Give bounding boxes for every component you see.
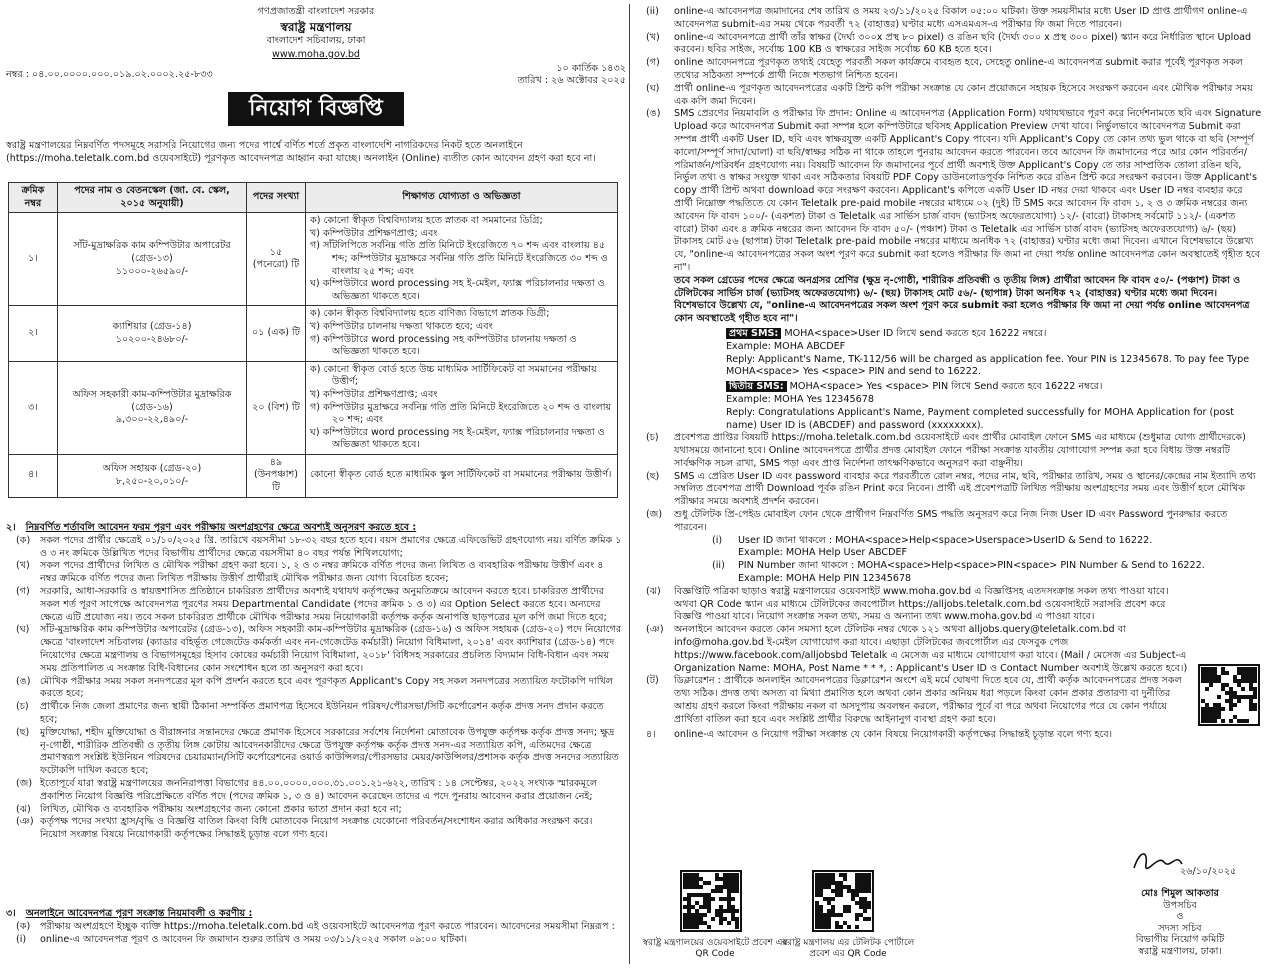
list-item [6,921,622,934]
item-text: লিখিত, মৌখিক ও ব্যবহারিক পরীক্ষায় অংশগ্রহণের জন্য কোনো প্রকার ভাতা প্রদান করা হবে না; [40,803,402,815]
list-item [634,509,1262,535]
col-post: পদের নাম ও বেতনস্কেল (জা. বে. স্কেল, ২০১৫ অনুযায়ী) [58,183,247,213]
item-label: (ii) [712,560,725,572]
signer-name: মোঃ শিমুল আকতার [1141,888,1219,899]
row-post [58,213,247,306]
item-text: কর্তৃপক্ষ পদের সংখ্যা হ্রাস/বৃদ্ধি ও বিজ্ঞপ্তি বাতিল কিংবা বিধি মোতাবেক নিয়োগ সংক্রান্ত যেকোনো পরিবর্তন/সংশোধন করার অধিকার সংরক্ষণ করে। নিয়োগ সংক্রান্ত বিষয়ে নিয়োগকারী কর্তৃপক্ষের সিদ্ধান্তই চূড়ান্ত বলে গণ্য হবে। [40,816,593,841]
item-label: (ঝ) [16,803,31,815]
row-count: ৪৯ (উনপঞ্চাশ) টি [247,454,306,497]
item-text: প্রার্থীকে নিজ জেলা প্রমাণের জন্য স্থায়ী ঠিকানা সম্পর্কিত প্রমাণপত্র হিসেবে ইউনিয়ন পরিষদ/পৌরসভা/সিটি কর্পোরেশন কর্তৃক প্রদত্ত সনদ প্রদান করতে হবে; [40,701,604,725]
list-item [634,586,1192,624]
item-label: (ছ) [646,470,660,482]
item-label: (চ) [646,432,659,444]
item-label: (খ) [16,560,30,572]
row-serial: ২। [9,306,58,361]
list-item [6,816,622,842]
pay-scale: ১০২০০-২৪৬৮০/- [115,333,189,345]
pay-scale: ৮,২৫০-২০,০১০/- [115,475,189,487]
notice-title: নিয়োগ বিজ্ঞপ্তি [228,92,404,126]
section-4-text: online-এ আবেদন ও নিয়োগ পরীক্ষা সংক্রান্ত যে কোন বিষয়ে নিয়োগকারী কর্তৃপক্ষের সিদ্ধান্তই চূড়ান্ত বলে গণ্য হবে। [674,728,1113,740]
row-qualification [306,454,618,497]
row-count: ১৫ (পনেরো) টি [247,213,306,306]
qr2-caption: স্বরাষ্ট্র মন্ত্রণালয় এর টেলিটক পোর্টালে প্রবেশ এর QR Code [781,938,915,959]
recovery-item [712,535,1262,561]
section-3-number: ৩। [6,908,16,919]
item-text: সাঁট-মুদ্রাক্ষরিক কাম কম্পিউটার অপারেটর (গ্রেড-১৩), অফিস সহকারী কাম-কম্পিউটার মুদ্রাক্ষরিক (গ্রেড-১৬) ও অফিস সহায়ক (গ্রেড-২০) পদে নিয়োগের ক্ষেত্রে 'বাংলাদেশ সচিবালয় (ক্যাডার বহির্ভূত গেজেটেড কর্মকর্তা এবং নন-গেজেটেড কর্মচারী) নিয়োগ বিধিমালা, ২০১৪' এবং ক্যাশিয়ার (গ্রেড-১৪) পদে নিয়োগের ক্ষেত্রে মন্ত্রণালয় ও বিভাগসমূহের হিসাব কোষের কর্মচারী নিয়োগ বিধিমালা, ২০১৮' বিধিসহ সরকারের প্রচলিত বিদ্যমান বিধি-বিধান এবং সময় সময় প্রতিপালিত এ সংক্রান্ত বিধি-বিধানের কোন সংশোধন হলে তা অনুসরণ করা হবে। [40,624,622,674]
list-item [6,804,622,817]
item-label: (ছ) [16,726,30,738]
section-2-title: নিম্নবর্ণিত শর্তাবলি আবেদন ফরম পূরণ এবং পরীক্ষায় অংশগ্রহণের ক্ষেত্রে অবশ্যই অনুসরণ করতে হবে : [25,522,417,533]
posts-table [8,182,618,498]
list-item [634,83,1262,109]
item-text: online আবেদনপত্রে পূরণকৃত তথ্যই যেহেতু পরবর্তী সকল কার্যক্রমে ব্যবহৃত হবে, সেহেতু online-এ আবেদনপত্র submit করার পূর্বেই পূরণকৃত সকল তথ্যের সঠিকতা সম্পর্কে প্রার্থী নিজে শতভাগ নিশ্চিত হবেন। [674,57,1243,81]
qualification-item: ক) কোনো স্বীকৃত বিশ্ববিদ্যালয় হতে স্নাতক বা সমমানের ডিগ্রি; [310,215,543,227]
intro-paragraph: স্বরাষ্ট্র মন্ত্রণালয়ের নিম্নবর্ণিত পদসমূহে সরাসরি নিয়োগের জন্য পদের পার্শ্বে বর্ণিত শর্তে প্রকৃত বাংলাদেশি নাগরিকদের নিকট হতে অনলাইনে (https://moha.teletalk.com.bd ওয়েবসাইটে) পূরণকৃত আবেদনপত্র আহ্বান করা যাচ্ছে। অনলাইন (Online) ব্যতীত কোন আবেদন গ্রহণ করা হবে না। [6,140,596,164]
item-text: SMS এ প্রেরিত User ID এবং password ব্যবহার করে পরবর্তীতে রোল নম্বর, পদের নাম, ছবি, পরীক্ষার তারিখ, সময় ও স্থানের/কেন্দ্রের নাম ইত্যাদি তথ্য সম্বলিত প্রবেশপত্র প্রার্থী Download পূর্বক রঙিন Print করে নিবেন। প্রার্থী এই প্রবেশপত্রটি লিখিত পরীক্ষায় অংশগ্রহণের সময় এবং উত্তীর্ণ হলে মৌখিক পরীক্ষার সময়ে অবশ্যই প্রদর্শন করবেন। [674,470,1256,508]
section-3-title: অনলাইনে আবেদনপত্র পূরণ সংক্রান্ত নিয়মাবলী ও করণীয় : [25,908,253,919]
row-count: ২০ (বিশ) টি [247,361,306,454]
qualification-item: কোনো স্বীকৃত বোর্ড হতে মাধ্যমিক স্কুল সার্টিফিকেট বা সমমানের পরীক্ষায় উত্তীর্ণ। [310,469,612,481]
list-item [6,586,622,624]
row-count: ০১ (এক) টি [247,306,306,361]
item-label: (জ) [16,777,33,789]
item-label: (ঘ) [16,624,30,636]
item-text: মুক্তিযোদ্ধা, শহীদ মুক্তিযোদ্ধা ও বীরাঙ্গনার সন্তানদের ক্ষেত্রে প্রমাণক হিসেবে সরকারের সর্বশেষ নির্দেশনা মোতাবেক উপযুক্ত কর্তৃপক্ষ কর্তৃক প্রদত্ত সনদ; ক্ষুদ্র নৃ-গোষ্ঠী, শারীরিক প্রতিবন্ধী ও তৃতীয় লিঙ্গ কোটায় আবেদনকারীদের ক্ষেত্রে উপযুক্ত কর্তৃপক্ষ কর্তৃক প্রদত্ত সনদ-এর সত্যায়িত কপি, এতিমদের ক্ষেত্রে প্রমাণস্বরূপ সংশ্লিষ্ট ইউনিয়ন পরিষদের চেয়ারম্যান/সিটি কর্পোরেশনের ওয়ার্ড কাউন্সিলর/পৌরসভার মেয়র/কাউন্সিলর/প্রশাসক কর্তৃক প্রদত্ত সনদের সত্যায়িত ফটোকপি দাখিল করতে হবে; [40,726,619,777]
item-label: (i) [712,534,723,546]
date-label: তারিখ : [517,75,549,86]
qualification-item: ক) কোন স্বীকৃত বিশ্ববিদ্যালয় হতে বাণিজ্য বিভাগে স্নাতক ডিগ্রী; [310,308,550,320]
item-label: (ii) [646,6,659,17]
memo-line [6,63,626,86]
section-2 [6,522,622,842]
item-label: (খ) [646,31,660,43]
item-text: প্রার্থী online-এ পূরণকৃত আবেদনপত্রের একটি প্রিন্ট কপি পরীক্ষা সংক্রান্ত যে কোন প্রয়োজনে সহায়ক হিসেবে সংরক্ষণ করবেন এবং মৌখিক পরীক্ষার সময় এক কপি জমা দিবেন। [674,82,1253,107]
qr-code-website-icon [680,870,742,932]
column-divider [629,4,630,964]
item-text: অনলাইনে আবেদন করতে কোন সমস্যা হলে টেলিটক নম্বর থেকে ১২১ অথবা alljobs.query@teletalk.com.bd বা info@moha.gov.bd ই-মেইল যোগাযোগ করা যাবে। এছাড়া টেলিটকের জবপোর্টাল এর ফেসবুক পেজ https://www.facebook.com/alljobsbd Teletalk এ মেসেজ এর মাধ্যমে যোগাযোগ করা যাবে। (Mail / মেসেজ এর Subject-এ Organization Name: MOHA, Post Name * * *, : Applicant's User ID ও Contact Number অবশ্যই উল্লেখ করতে হবে।) [674,624,1188,674]
signer-committee: বিভাগীয় নিয়োগ কমিটি [1135,934,1225,945]
item-text: User ID জানা থাকলে : MOHA<space>Help<space>Userspace>UserID & Send to 16222. [738,534,1153,546]
item-label: (জ) [646,509,663,521]
office-name: বাংলাদেশ সচিবালয়, ঢাকা [266,35,366,46]
item-text: SMS প্রেরণের নিয়মাবলি ও পরীক্ষার ফি প্রদান: Online এ আবেদনপত্র (Application Form) যথাযথভাবে পূরণ করে নির্দেশনামতে ছবি এবং Signature Upload করে আবেদনপত্র Submit করা সম্পন্ন হলে কম্পিউটারে ছবিসহ Application Preview দেখা যাবে। নির্ভুলভাবে আবেদনপত্র Submit করা সম্পন্ন প্রার্থী একটি User ID, ছবি এবং স্বাক্ষরযুক্ত একটি Applicant's Copy পাবেন। যদি Applicant's Copy তে কোন তথ্য ভুল থাকে বা ছবি (সম্পূর্ণ কালো/সম্পূর্ণ সাদা/ঘোলা) বা ছবি/স্বাক্ষর সঠিক না থাকে তাহলে পুনরায় আবেদন করতে পারবেন। তবে আবেদন ফি জমাদানের পরে আর কোন পরিবর্তন/পরিমার্জন/পরিবর্ধন গ্রহণযোগ্য নয়। বিষয়টি আবেদন ফি জমাদানের পূর্বে প্রার্থী অবশ্যই উক্ত Applicant's Copy তে তার সাম্প্রতিক তোলা রঙিন ছবি, নির্ভুল তথ্য ও স্বাক্ষর সংযুক্ত থাকা এবং সঠিকতার বিষয়টি PDF Copy ডাউনলোডপূর্বক নিশ্চিত করে রঙিন প্রিন্ট করে সংরক্ষণ করবেন। উক্ত Applicant's copy প্রার্থী প্রিন্ট অথবা download করে সংরক্ষণ করবেন। Applicant's কপিতে একটি User ID নম্বর দেয়া থাকবে এবং User ID নম্বর ব্যবহার করে প্রার্থী নিম্নোক্ত পদ্ধতিতে যে কোন Teletalk pre-paid mobile নম্বরের মাধ্যমে ০২ (দুই) টি SMS করে আবেদন ফি বাবদ ১, ২ ও ৩ ক্রমিক নম্বরের জন্য আবেদন ফি বাবদ ১০০/- (একশত) টাকা ও Teletalk এর সার্ভিস চার্জ বাবদ (ভ্যাটসহ অফেরতযোগ্য) ১২/- (বারো) টাকাসহ সর্বমোট ১১২/- (একশত বারো) টাকা এবং ৪ ক্রমিক নম্বরের জন্য আবেদন ফি বাবদ ৫০/- (পঞ্চাশ) টাকা ও Teletalk এর সার্ভিস চার্জ বাবদ (ভ্যাটসহ অফেরতযোগ্য) ৬/- (ছয়) টাকাসহ মোট ৫৬ (ছাপান্ন) টাকা Teletalk pre-paid mobile নম্বরের মাধ্যমে অনধিক ৭২ (বাহাত্তর) ঘণ্টার মধ্যে জমা দিবেন। এখানে বিশেষভাবে উল্লেখ্য যে, "online-এ আবেদনপত্রের সকল অংশ পূরণ করে submit করা হলেও পরীক্ষার ফি জমা না দেয়া পর্যন্ত online আবেদনপত্র কোন অবস্থাতেই গৃহীত হবে না"। [674,108,1262,273]
item-label: (ট) [646,675,659,687]
qualification-item: ক) কোনো স্বীকৃত বোর্ড হতে উচ্চ মাধ্যমিক সার্টিফিকেট বা সমমানের পরীক্ষায় উত্তীর্ণ; [310,363,597,388]
signature-date: ২৬/১০/২০২৫ [1180,866,1237,877]
qr1-caption: স্বরাষ্ট্র মন্ত্রণালয়ের ওয়েবসাইটে প্রবেশ এর QR Code [642,938,788,959]
list-item [6,727,622,778]
sms2-label: দ্বিতীয় SMS: [726,381,787,392]
section-2-number: ২। [6,522,16,533]
list-item [634,108,1262,274]
section-4-number: ৪। [646,728,656,740]
right-column [634,6,1262,741]
item-label: (ক) [16,534,31,546]
list-item [6,778,622,804]
pay-scale: ৯,৩০০-২২,৪৯০/- [115,414,189,426]
item-text: ডিক্লারেশন : প্রার্থীকে অনলাইন আবেদনপত্রের ডিক্লারেশন অংশে এই মর্মে ঘোষণা দিতে হবে যে, প্রার্থী কর্তৃক আবেদনপত্রের প্রদত্ত সকল তথ্য সঠিক। প্রদত্ত তথ্য অসত্য বা মিথ্যা প্রমাণিত হলে অথবা কোন প্রকার অনিয়ম ধরা পড়লে কিংবা কোন প্রকার প্রতারণা বা দুর্নীতির আশ্রয় গ্রহণ করলে কিংবা পরীক্ষায় নকল বা অসদুপায় অবলম্বন করলে, পরীক্ষার পূর্বে বা পরে অথবা নিয়োগের পরে যে কোন পর্যায়ে প্রার্থিতা বাতিল করা হবে এবং সংশ্লিষ্ট প্রার্থীর বিরুদ্ধে আইনানুগ ব্যবস্থা গ্রহণ করা হবে। [674,675,1182,725]
item-text: PIN Number জানা থাকলে : MOHA<space>Help<space>PIN<space> PIN Number & Send to 16222. [738,560,1205,572]
post-name: অফিস সহায়ক (গ্রেড-২০) [102,463,202,475]
reduced-fee-paragraph: তবে সকল গ্রেডের পদের ক্ষেত্রে অনগ্রসর শ্রেণির (ক্ষুদ্র নৃ-গোষ্ঠী, শারীরিক প্রতিবন্ধী ও তৃতীয় লিঙ্গ) প্রার্থীরা আবেদন ফি বাবদ ৫০/- (পঞ্চাশ) টাকা ও টেলিটকের সার্ভিস চার্জ (ভ্যাটসহ অফেরতযোগ্য) ৬/- (ছয়) টাকাসহ মোট ৫৬/- (ছাপান্ন) টাকা অনধিক ৭২ (বাহাত্তর) ঘণ্টার মধ্যে জমা দিবেন। বিশেষভাবে উল্লেখ্য যে, "online-এ আবেদনপত্রের সকল অংশ পূরণ করে submit করা হলেও পরীক্ষার ফি জমা না দেয়া পর্যন্ত online আবেদনপত্র কোন অবস্থাতেই গৃহীত হবে না"। [674,274,1250,325]
table-row [9,454,618,497]
govt-name: গণপ্রজাতন্ত্রী বাংলাদেশ সরকার [257,6,375,17]
list-item [634,6,1262,32]
item-text: সকল পদের প্রার্থীদের লিখিত ও মৌখিক পরীক্ষা গ্রহণ করা হবে। ১, ২ ও ৩ নম্বর ক্রমিকে বর্ণিত পদের জন্য লিখিত ও ব্যবহারিক পরীক্ষায় উত্তীর্ণ এবং ৪ নম্বর ক্রমিকে বর্ণিত পদের জন্য লিখিত পরীক্ষায় উত্তীর্ণ প্রার্থীরাই মৌখিক পরীক্ষার জন্য যোগ্য বিবেচিত হবেন; [40,560,604,585]
qr-code-teletalk-icon [812,870,874,932]
item-label: (ঙ) [646,108,661,120]
ministry-website[interactable]: www.moha.gov.bd [271,49,361,60]
row-qualification [306,213,618,306]
item-label: (ঙ) [16,675,31,687]
item-label: (গ) [646,57,660,69]
list-item [634,432,1262,470]
col-qualification: শিক্ষাগত যোগ্যতা ও অভিজ্ঞতা [306,183,618,213]
post-name: সাঁট-মুদ্রাক্ষরিক কাম কম্পিউটার অপারেটর (গ্রেড-১৩) [73,240,231,264]
row-serial: ৩। [9,361,58,454]
item-text: online-এ আবেদনপত্রে প্রার্থী তাঁর স্বাক্ষর (দৈর্ঘ্য ৩০০x প্রস্থ ৮০ pixel) ও রঙিন ছবি (দৈর্ঘ্য ৩০০ x প্রস্থ ৩০০ pixel) স্ক্যান করে নির্ধারিত স্থানে Upload করবেন। ছবির সাইজ, সর্বোচ্চ 100 KB ও স্বাক্ষরের সাইজ সর্বোচ্চ 60 KB হতে হবে। [674,31,1252,56]
item-label: (চ) [16,701,29,713]
item-text: সরকারি, আধা-সরকারি ও স্বায়ত্তশাসিত প্রতিষ্ঠানে চাকরিরত প্রার্থীদের অবশ্যই যথাযথ কর্তৃপক্ষের অনুমতিক্রমে আবেদন করতে হবে। চাকরিরত প্রার্থীদের সকল শর্ত পূরণ সাপেক্ষে আবেদনপত্র পূরণের সময় Departmental Candidate (পদের ক্রমিক ১ ও ৩) এর Option Select করতে হবে। অন্যদের ক্ষেত্রে এটি প্রযোজ্য নয়। তবে সকল চাকরিরত প্রার্থীকে মৌখিক পরীক্ষার সময় নিয়োগকারী কর্তৃপক্ষ কর্তৃক অনাপত্তি ছাড়পত্রের মূল কপি জমা দিতে হবে; [40,585,607,623]
sms2-text: MOHA<space> Yes <space> PIN লিখে Send করতে হবে 16222 নম্বরে। [789,381,1103,393]
row-post [58,306,247,361]
pay-scale: ১১০০০-২৬৫৯০/- [115,265,189,277]
item-label: (ঞ) [646,624,664,636]
row-serial: ১। [9,213,58,306]
item-text: online-এ আবেদনপত্র পূরণ ও আবেদন ফি জমাদান শুরুর তারিখ ও সময় ০৩/১১/২০২৫ সকাল ০৯:০০ ঘটিকা। [40,933,468,945]
list-item [634,32,1262,58]
item-example: Example: MOHA Help User ABCDEF [738,547,908,559]
sms2-example: Example: MOHA Yes 12345678 [726,393,874,405]
posts-table-body [9,213,618,497]
post-name: অফিস সহকারী কাম-কম্পিউটার মুদ্রাক্ষরিক (গ্রেড-১৬) [72,388,232,413]
ministry-name: স্বরাষ্ট্র মন্ত্রণালয় [280,20,352,34]
item-text: শুধু টেলিটক প্রি-পেইড মোবাইল ফোন থেকে প্রার্থীগণ নিম্নবর্ণিত SMS পদ্ধতি অনুসরণ করে নিজ নিজ User ID এবং Password পুনরুদ্ধার করতে পারবেন। [674,509,1228,533]
qualification-item: গ) সাঁটলিপিতে সর্বনিম্ন গতি প্রতি মিনিটে ইংরেজিতে ৭০ শব্দ এবং বাংলায় ৪৫ শব্দ; কম্পিউটার মুদ্রাক্ষরে সর্বনিম্ন গতি প্রতি মিনিটে ইংরেজিতে ৩০ শব্দ ও বাংলায় ২৫ শব্দ; এবং [310,240,608,277]
signer-designation: উপসচিব [1163,899,1197,911]
row-qualification [306,306,618,361]
qualification-item: খ) কম্পিউটার চালনায় দক্ষতা থাকতে হবে; এবং [310,320,493,332]
list-item [6,701,622,727]
right-items [634,6,1262,275]
right-items-3 [634,586,1262,727]
sms1-label: প্রথম SMS: [726,328,781,339]
date-en: ২৬ অক্টোবর ২০২৫ [551,75,626,86]
section-2-items [6,535,622,842]
list-item [6,934,622,947]
qualification-item: গ) কম্পিউটারে word processing সহ কম্পিউটার চালনায় দক্ষতা ও অভিজ্ঞতা থাকতে হবে। [310,333,577,358]
table-row [9,306,618,361]
item-text: পরীক্ষায় অংশগ্রহণে ইচ্ছুক ব্যক্তি https://moha.teletalk.com.bd এই ওয়েবসাইটে আবেদনপত্র পূরণ করতে পারবেন। আবেদনের সময়সীমা নিম্নরূপ : [40,920,615,932]
right-items-2 [634,432,1262,534]
sms1-example: Example: MOHA ABCDEF [726,340,846,352]
qualification-item: গ) কম্পিউটার মুদ্রাক্ষরে সর্বনিম্ন গতি প্রতি মিনিটে ইংরেজিতে ২০ শব্দ ও বাংলায় ২০ শব্দ; এবং [310,401,612,426]
list-item [634,471,1262,509]
signer-ministry: স্বরাষ্ট্র মন্ত্রণালয়, ঢাকা। [1138,945,1222,957]
row-post [58,361,247,454]
col-serial: ক্রমিক নম্বর [9,183,58,213]
list-item [6,624,622,675]
row-serial: ৪। [9,454,58,497]
item-label: (ঝ) [646,585,661,597]
table-header-row [9,183,618,213]
sms1-reply: Reply: Applicant's Name, TK-112/56 will be charged as application fee. Your PIN is 12345678. To pay fee Type MOHA<space> Yes <space> PIN and send to 16222. [726,353,1250,378]
recovery-list [634,535,1262,586]
sms1-block [634,328,1262,432]
section-3-items [6,921,622,947]
qualification-item: খ) কম্পিউটার প্রশিক্ষণপ্রাপ্ত; এবং [310,388,438,400]
table-row [9,213,618,306]
signer-and: ও [1176,911,1184,922]
section-3 [6,908,622,946]
list-item [634,57,1262,83]
qualification-item: ঘ) কম্পিউটারে word processing সহ ই-মেইল, ফ্যাক্স পরিচালনার দক্ষতা ও অভিজ্ঞতা থাকতে হবে। [310,426,605,451]
section-4 [634,729,1262,742]
item-text: প্রবেশপত্র প্রাপ্তির বিষয়টি https://moha.teletalk.com.bd ওয়েবসাইটে এবং প্রার্থীর মোবাইল ফোনে SMS এর মাধ্যমে (শুধুমাত্র যোগ্য প্রার্থীদেরকে) যথাসময়ে জানানো হবে। Online আবেদনপত্রে প্রার্থীর প্রদত্ত মোবাইল ফোনে পরীক্ষা সংক্রান্ত যাবতীয় যোগাযোগ সম্পন্ন করা হবে বিধায় উক্ত নম্বরটি সার্বক্ষণিক সচল রাখা, SMS পড়া এবং প্রাপ্ত নির্দেশনা তাৎক্ষণিকভাবে অনুসরণ করা বাঞ্ছনীয়। [674,432,1246,469]
recovery-item [712,560,1262,586]
list-item [6,560,622,586]
memo-number: নম্বর : ০৪.০০.০০০০.০০০.০১৯.০২.০০০২.২৫-৮৩৩ [6,69,213,80]
item-text: মৌখিক পরীক্ষার সময় সকল সনদপত্রের মূল কপি প্রদর্শন করতে হবে এবং পূরণকৃত Applicant's Copy সহ সকল সনদপত্রের সত্যায়িত ফটোকপি দাখিল করতে হবে; [40,675,613,700]
qr-code-top-icon [1198,664,1260,726]
signatory-block [1100,888,1260,957]
item-label: (ঞ) [16,816,34,828]
signer-role: সদস্য সচিব [1158,922,1202,934]
row-qualification [306,361,618,454]
list-item [6,676,622,702]
list-item [634,624,1192,675]
sms2-reply: Reply: Congratulations Applicant's Name, Payment completed successfully for MOHA Application for (post name) User ID is (ABCDEF) and password (xxxxxxxx). [726,406,1234,431]
sms1-text: MOHA<space>User ID লিখে send করতে হবে 16222 নম্বরে। [784,327,1047,339]
post-name: ক্যাশিয়ার (গ্রেড-১৪) [112,320,192,332]
item-example: Example: MOHA Help PIN 12345678 [738,573,912,585]
col-count: পদের সংখ্যা [247,183,306,213]
item-label: (ক) [16,920,31,932]
date-bn: ১০ কার্তিক ১৪৩২ [556,63,626,74]
list-item [634,675,1192,726]
table-row [9,361,618,454]
qualification-item: খ) কম্পিউটার প্রশিক্ষণপ্রাপ্ত; এবং [310,227,438,239]
item-label: (গ) [16,585,30,597]
item-label: (i) [16,933,27,945]
item-text: সকল পদের প্রার্থীর ক্ষেত্রেই ০১/১০/২০২৫ খ্রি. তারিখে বয়সসীমা ১৮-৩২ বছর হতে হবে। বয়স প্রমাণের ক্ষেত্রে এফিডেভিট গ্রহণযোগ্য নয়। বর্ণিত ক্রমিক ১ ও ৩ নং ক্রমিকে উল্লিখিত পদের বিভাগীয় প্রার্থীদের ক্ষেত্রে বয়সসীমা ৪০ বছর পর্যন্ত শিথিলযোগ্য; [40,534,622,559]
item-text: ইতোপূর্বে যারা স্বরাষ্ট্র মন্ত্রণালয়ের জননিরাপত্তা বিভাগের ৪৪.০০.০০০০.০০০.৩১.০০১.২১-৬২২, তারিখ : ১৪ সেপ্টেম্বর, ২০২২ সংখ্যক স্মারকমূলে প্রকাশিত নিয়োগ বিজ্ঞপ্তি পরিপ্রেক্ষিতে বর্ণিত পদে (পদের ক্রমিক ১, ৩ ও ৪) আবেদন করেছেন তাদের এ পদে পুনরায় আবেদন করার প্রয়োজন নেই; [40,777,598,802]
row-post [58,454,247,497]
item-text: online-এ আবেদনপত্র জমাদানের শেষ তারিখ ও সময় ২৩/১১/২০২৫ বিকাল ০৫:০০ ঘটিকা। উক্ত সময়সীমার মধ্যে User ID প্রাপ্ত প্রার্থীগণ online-এ আবেদনপত্র submit-এর সময় থেকে পরবর্তী ৭২ (বাহাত্তর) ঘণ্টার মধ্যে এসএমএস-এ পরীক্ষার ফি জমা দিতে পারবেন। [674,6,1248,30]
item-text: বিজ্ঞপ্তিটি পত্রিকা ছাড়াও স্বরাষ্ট্র মন্ত্রণালয়ের ওয়েবসাইট www.moha.gov.bd এ বিজ্ঞপ্তিসহ এতদসংক্রান্ত সকল তথ্য পাওয়া যাবে। অথবা QR Code স্ক্যান এর মাধ্যমে টেলিটকের জবপোর্টাল https://alljobs.teletalk.com.bd ওয়েবসাইটে সরাসরি প্রবেশ করে বিজ্ঞপ্তি পাওয়া যাবে। নিয়োগ সংক্রান্ত সকল তথ্য, সময় ও অন্যান্য তথ্য www.moha.gov.bd এ পাওয়া যাবে। [674,585,1169,623]
item-label: (ঘ) [646,82,660,94]
qualification-item: ঘ) কম্পিউটারে word processing সহ ই-মেইল, ফ্যাক্স পরিচালনার দক্ষতা ও অভিজ্ঞতা থাকতে হবে। [310,278,605,302]
list-item [6,535,622,561]
